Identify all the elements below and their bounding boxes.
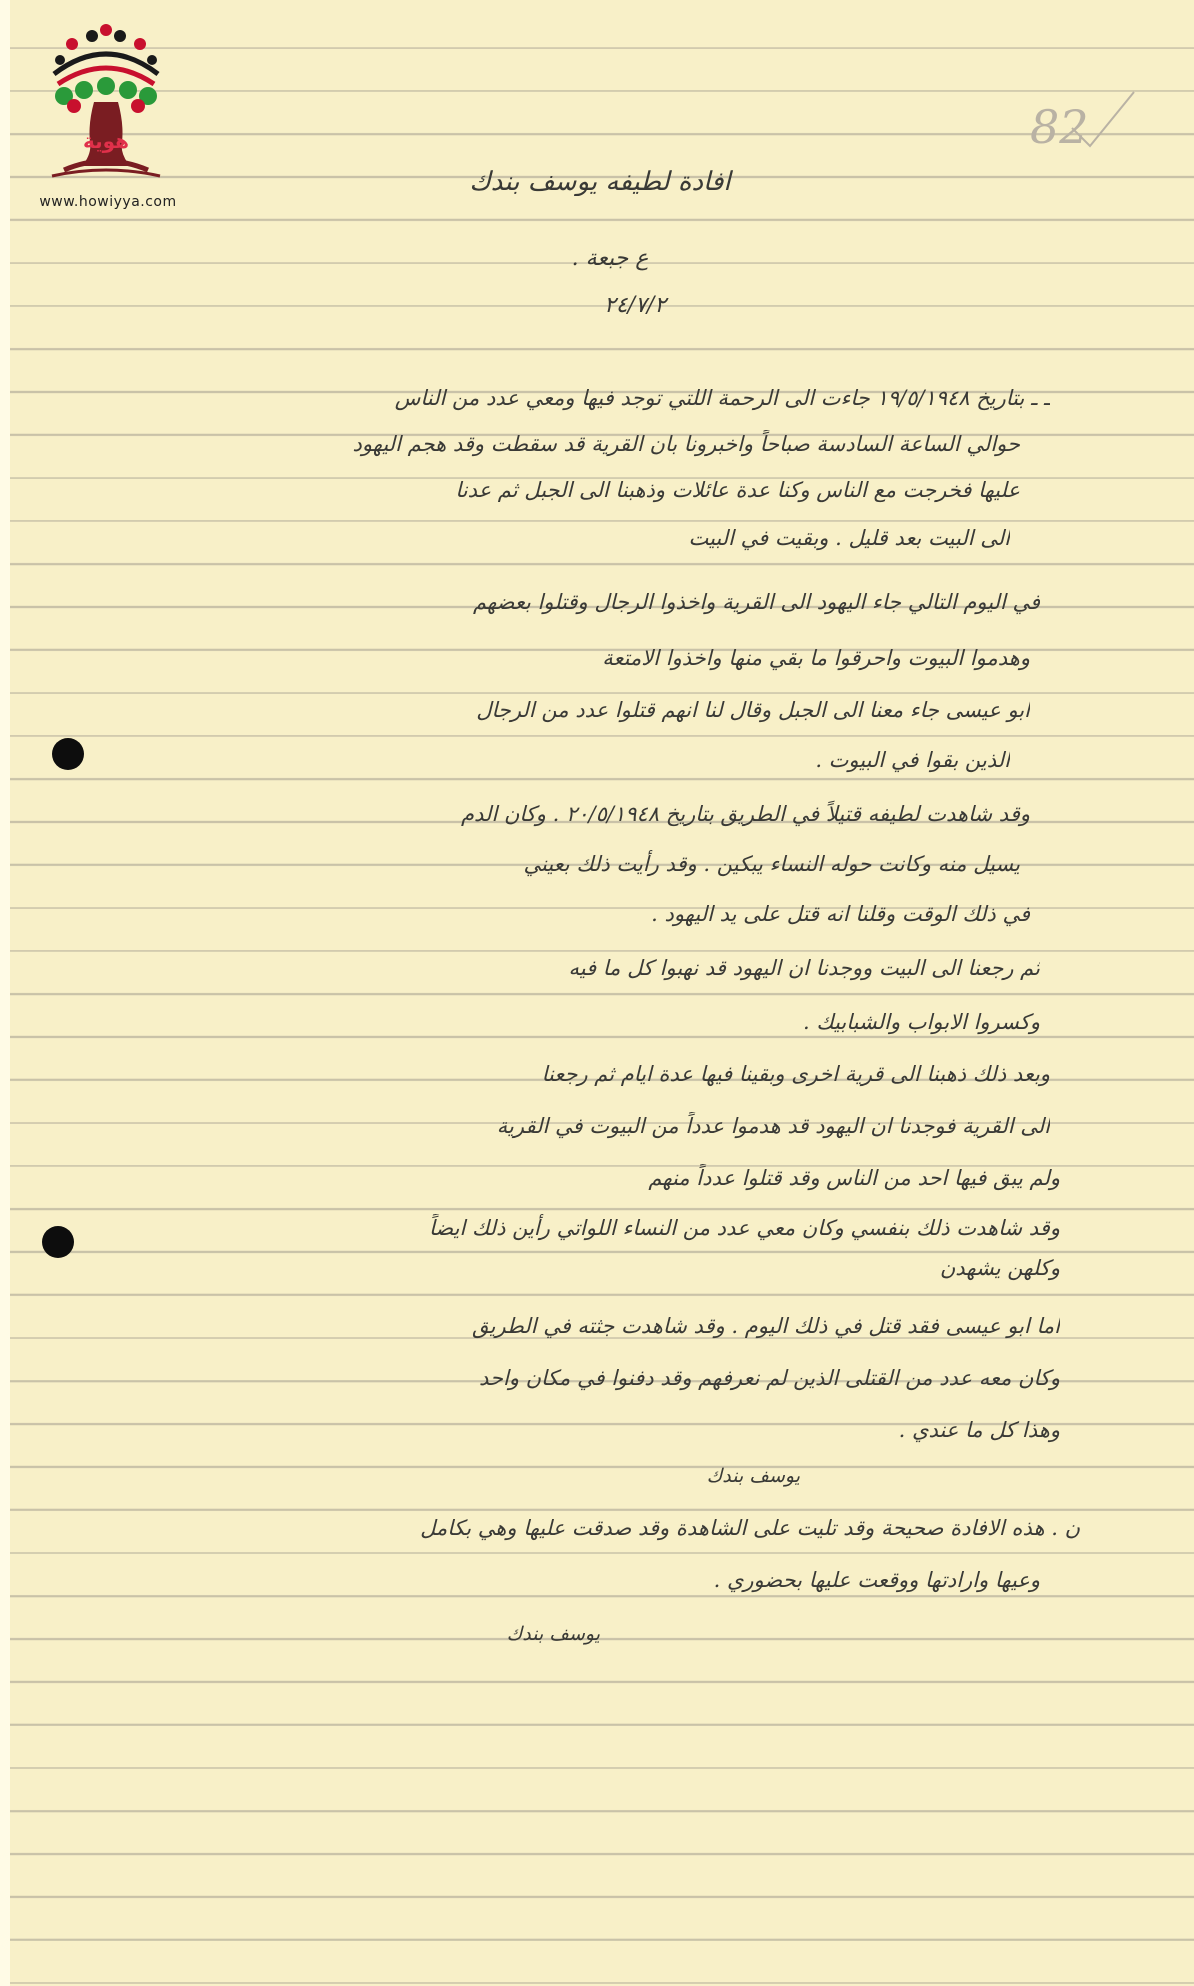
body-line: في ذلك الوقت وقلنا انه قتل على يد اليهود . [651,902,1030,926]
signature-2: يوسف بندك [506,1623,600,1645]
body-line: عليها فخرجت مع الناس وكنا عدة عائلات وذهبنا الى الجبل ثم عدنا [455,478,1020,502]
check-mark-icon [1068,88,1138,148]
body-line: وهذا كل ما عندي . [898,1418,1060,1442]
body-line: حوالي الساعة السادسة صباحاً واخبرونا بان القرية قد سقطت وقد هجم اليهود [352,432,1020,456]
punch-hole [52,738,84,770]
body-line: الذين بقوا في البيوت . [815,748,1010,772]
body-line: وكسروا الابواب والشبابيك . [803,1010,1040,1034]
body-line: ابو عيسى جاء معنا الى الجبل وقال لنا انهم قتلوا عدد من الرجال [476,698,1030,722]
body-line: يسيل منه وكانت حوله النساء يبكين . وقد رأيت ذلك بعيني [523,852,1020,876]
body-line: وقد شاهدت ذلك بنفسي وكان معي عدد من النساء اللواتي رأين ذلك ايضاً [429,1216,1060,1240]
body-line: وكان معه عدد من القتلى الذين لم نعرفهم وقد دفنوا في مكان واحد [478,1366,1060,1390]
page-number: 82 [1030,100,1089,154]
document-place: ع جبعة . [571,246,649,271]
site-logo[interactable] [18,24,198,214]
body-line: وبعد ذلك ذهبنا الى قرية اخرى وبقينا فيها عدة ايام ثم رجعنا [541,1062,1050,1086]
body-line: ولم يبق فيها احد من الناس وقد قتلوا عدداً منهم [648,1166,1060,1190]
body-line: الى القرية فوجدنا ان اليهود قد هدموا عدداً من البيوت في القرية [496,1114,1050,1138]
note-line: وعيها وارادتها ووقعت عليها بحضوري . [713,1568,1040,1592]
note-line: ن . هذه الافادة صحيحة وقد تليت على الشاهدة وقد صدقت عليها وهي بكامل [420,1516,1080,1540]
family-tree-logo-icon [44,24,168,184]
document-date: ٢٤/٧/٢ [603,293,667,318]
document-title: افادة لطيفه يوسف بندك [469,168,731,196]
body-line: وقد شاهدت لطيفه قتيلاً في الطريق بتاريخ ٢٠/٥/١٩٤٨ . وكان الدم [461,802,1030,826]
signature-1: يوسف بندك [706,1465,800,1487]
body-line: ـ ـ بتاريخ ١٩/٥/١٩٤٨ جاءت الى الرحمة اللتي توجد فيها ومعي عدد من الناس [394,386,1050,410]
logo-url[interactable]: www.howiyya.com [39,194,177,210]
body-line: ثم رجعنا الى البيت ووجدنا ان اليهود قد نهبوا كل ما فيه [568,956,1040,980]
body-line: في اليوم التالي جاء اليهود الى القرية واخذوا الرجال وقتلوا بعضهم [473,590,1040,614]
punch-hole [42,1226,74,1258]
body-line: اما ابو عيسى فقد قتل في ذلك اليوم . وقد شاهدت جثته في الطريق [472,1314,1060,1338]
body-line: وكلهن يشهدن [939,1256,1060,1280]
page-edge [0,0,10,1986]
body-line: الى البيت بعد قليل . وبقيت في البيت [688,526,1010,550]
logo-brand-text: هوية [82,129,130,153]
body-line: وهدموا البيوت واحرقوا ما بقي منها واخذوا الامتعة [602,646,1030,670]
